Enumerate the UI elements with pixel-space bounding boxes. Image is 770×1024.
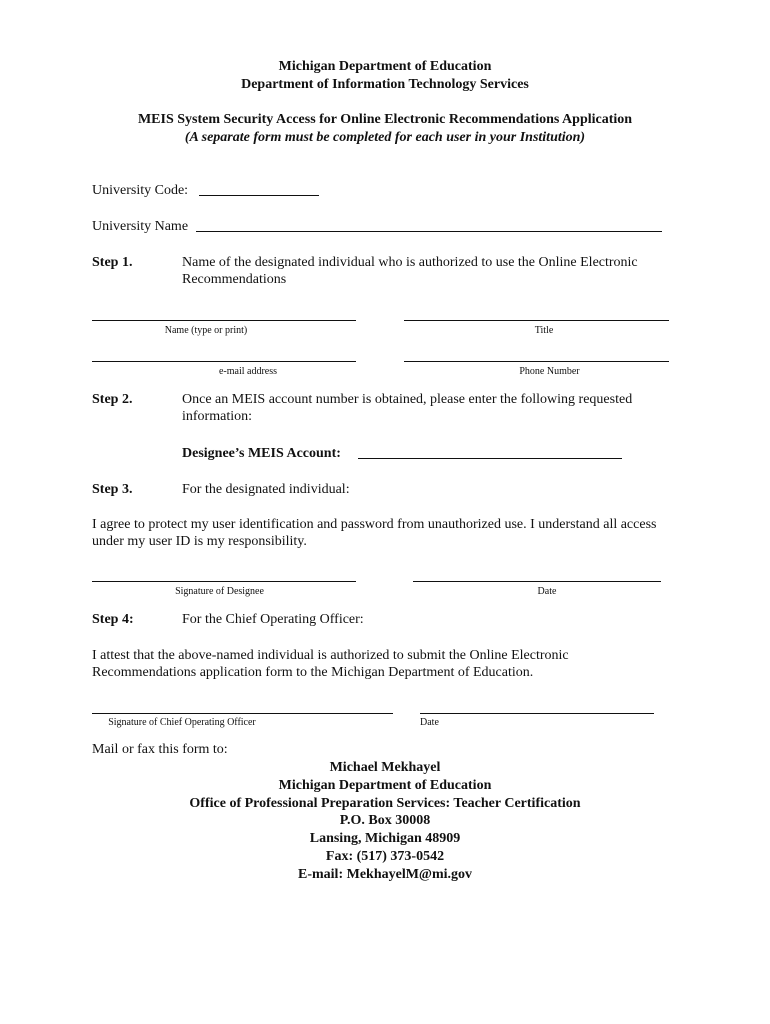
step3-text: For the designated individual: (182, 482, 350, 497)
university-code-field[interactable] (199, 195, 319, 196)
header-line-2: Department of Information Technology Services (241, 77, 529, 92)
meis-account-label: Designee’s MEIS Account: (182, 446, 341, 461)
phone-field[interactable] (404, 361, 669, 362)
form-title: MEIS System Security Access for Online Electronic Recommendations Application (137, 112, 633, 127)
step2-label: Step 2. (92, 392, 133, 407)
phone-caption: Phone Number (519, 366, 580, 377)
title-field[interactable] (404, 320, 669, 321)
form-subtitle: (A separate form must be completed for each user in your Institution) (184, 130, 586, 145)
contact-email[interactable]: E-mail: MekhayelM@mi.gov (298, 867, 472, 882)
step2-text: Once an MEIS account number is obtained, please enter the following requested information: (182, 392, 633, 424)
name-caption: Name (type or print) (164, 325, 248, 336)
mail-intro: Mail or fax this form to: (92, 742, 228, 757)
coo-signature-field[interactable] (92, 713, 393, 714)
meis-account-field[interactable] (358, 458, 622, 459)
name-field[interactable] (92, 320, 356, 321)
header-line-1: Michigan Department of Education (278, 59, 492, 74)
attestation-text: I attest that the above-named individual is authorized to submit the Online Electronic Recommendations application form to the Michigan Department of Education. (92, 648, 569, 680)
title-caption: Title (534, 325, 554, 336)
designee-signature-caption: Signature of Designee (175, 586, 264, 597)
agreement-text: I agree to protect my user identification and password from unauthorized use. I understand all access under my user ID is my responsibility. (92, 517, 657, 549)
email-field[interactable] (92, 361, 356, 362)
university-name-field[interactable] (196, 231, 662, 232)
step4-text: For the Chief Operating Officer: (182, 612, 364, 627)
email-caption: e-mail address (218, 366, 278, 377)
contact-office: Office of Professional Preparation Services: Teacher Certification (189, 796, 581, 811)
designee-date-caption: Date (537, 586, 557, 597)
contact-city: Lansing, Michigan 48909 (309, 831, 461, 846)
step4-label: Step 4: (92, 612, 134, 627)
contact-name: Michael Mekhayel (329, 760, 441, 775)
contact-department: Michigan Department of Education (278, 778, 492, 793)
university-code-label: University Code: (92, 183, 189, 198)
coo-signature-caption: Signature of Chief Operating Officer (108, 717, 256, 728)
step1-text: Name of the designated individual who is authorized to use the Online Electronic Recommendations (182, 255, 638, 287)
contact-po-box: P.O. Box 30008 (339, 813, 431, 828)
university-name-label: University Name (92, 219, 189, 234)
step1-label: Step 1. (92, 255, 133, 270)
designee-date-field[interactable] (413, 581, 661, 582)
step3-label: Step 3. (92, 482, 133, 497)
contact-fax: Fax: (517) 373-0542 (325, 849, 445, 864)
coo-date-caption: Date (420, 717, 439, 728)
coo-date-field[interactable] (420, 713, 654, 714)
designee-signature-field[interactable] (92, 581, 356, 582)
